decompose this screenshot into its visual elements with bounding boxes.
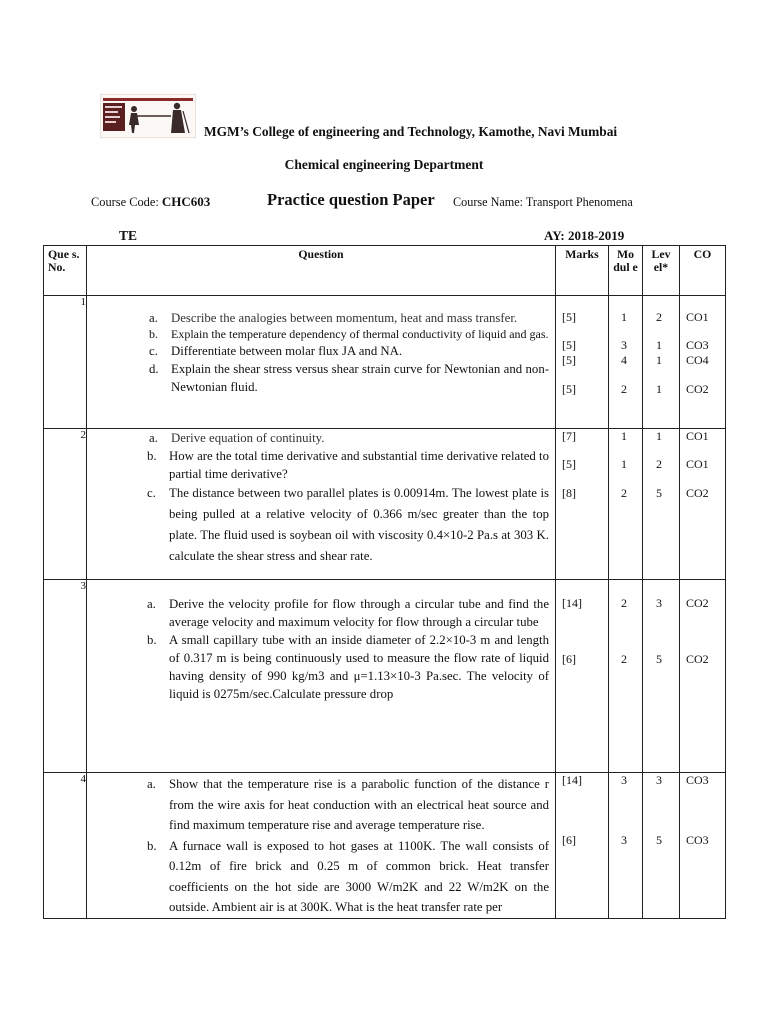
table-row bbox=[44, 429, 726, 580]
co-cell: CO3 CO3 bbox=[680, 773, 726, 919]
question-table bbox=[43, 245, 726, 919]
table-row bbox=[44, 580, 726, 773]
course-code-line bbox=[91, 194, 210, 210]
course-code: CHC603 bbox=[161, 194, 211, 209]
college-logo bbox=[100, 94, 196, 138]
level-cell: 1 2 5 bbox=[643, 429, 680, 580]
question-item: a. Derive the velocity profile for flow through a circular tube and find the average velocity and maximum velocity for flow through a circular tube bbox=[147, 597, 549, 629]
question-item: a. Describe the analogies between momentum, heat and mass transfer. bbox=[149, 311, 518, 325]
marks-cell: [7] [5] [8] bbox=[556, 429, 609, 580]
marks-cell: [5] [5] [5] [5] bbox=[556, 296, 609, 429]
table-row bbox=[44, 296, 726, 429]
question-cell bbox=[87, 296, 556, 429]
question-item: b. Explain the temperature dependency of thermal conductivity of liquid and gas. bbox=[149, 327, 549, 341]
course-name: Course Name: Transport Phenomena bbox=[453, 195, 633, 209]
year-class: TE bbox=[119, 228, 138, 243]
question-item: b. How are the total time derivative and substantial time derivative related to partial time derivative? bbox=[147, 449, 549, 481]
question-item: b. A small capillary tube with an inside diameter of 2.2×10-3 m and length of 0.317 m is being continuously used to measure the flow rate of liquid having density of 990 kg/m3 and μ=1.13×10-3 Pa.sec. The velocity of liquid is 0275m/sec.Calculate pressure drop bbox=[147, 633, 549, 701]
question-number: 3 bbox=[44, 580, 87, 773]
header-level: Lev el* bbox=[643, 246, 680, 296]
header-marks: Marks bbox=[556, 246, 609, 296]
table-header-row bbox=[44, 246, 726, 296]
paper-title: Practice question Paper bbox=[267, 190, 435, 209]
table-row bbox=[44, 773, 726, 919]
level-cell: 3 5 bbox=[643, 773, 680, 919]
question-item: c. Differentiate between molar flux JA and NA. bbox=[149, 344, 403, 358]
question-number: 2 bbox=[44, 429, 87, 580]
question-number: 4 bbox=[44, 773, 87, 919]
co-cell: CO1 CO3 CO4 CO2 bbox=[680, 296, 726, 429]
question-cell bbox=[87, 429, 556, 580]
co-cell: CO2 CO2 bbox=[680, 580, 726, 773]
department-name: Chemical engineering Department bbox=[284, 157, 484, 172]
question-item: a. Derive equation of continuity. bbox=[149, 431, 325, 445]
module-cell: 2 2 bbox=[609, 580, 643, 773]
module-cell: 1 1 2 bbox=[609, 429, 643, 580]
question-cell bbox=[87, 580, 556, 773]
header-qno: Que s. No. bbox=[44, 246, 87, 296]
level-cell: 2 1 1 1 bbox=[643, 296, 680, 429]
marks-cell: [14] [6] bbox=[556, 773, 609, 919]
co-cell: CO1 CO1 CO2 bbox=[680, 429, 726, 580]
question-item: a. Show that the temperature rise is a parabolic function of the distance r from the wire axis for heat conduction with an electrical heat source and find maximum temperature rise and average temperature rise. bbox=[147, 777, 549, 832]
header-module: Mo dul e bbox=[609, 246, 643, 296]
question-item: b. A furnace wall is exposed to hot gases at 1100K. The wall consists of 0.12m of fire brick and 0.25 m of common brick. Heat transfer coefficients on the hot side are 3000 W/m2K and 22 W/m2K on the outside. Ambient air is at 300K. What is the heat transfer rate per bbox=[147, 838, 549, 914]
level-cell: 3 5 bbox=[643, 580, 680, 773]
academic-year: AY: 2018-2019 bbox=[544, 228, 625, 243]
header-co: CO bbox=[680, 246, 726, 296]
college-name: MGM’s College of engineering and Technology, Kamothe, Navi Mumbai bbox=[204, 124, 618, 139]
module-cell: 3 3 bbox=[609, 773, 643, 919]
marks-cell: [14] [6] bbox=[556, 580, 609, 773]
question-item: d. Explain the shear stress versus shear strain curve for Newtonian and non-Newtonian fluid. bbox=[149, 362, 549, 394]
course-code-label: Course Code: bbox=[91, 195, 159, 209]
header-question: Question bbox=[87, 246, 556, 296]
question-cell bbox=[87, 773, 556, 919]
question-number: 1 bbox=[44, 296, 87, 429]
question-item: c. The distance between two parallel plates is 0.00914m. The lowest plate is being pulled at a relative velocity of 0.366 m/sec greater than the top plate. The fluid used is soybean oil with viscosity 0.4×10-2 Pa.s at 303 K. calculate the shear stress and shear rate. bbox=[147, 486, 549, 563]
module-cell: 1 3 4 2 bbox=[609, 296, 643, 429]
